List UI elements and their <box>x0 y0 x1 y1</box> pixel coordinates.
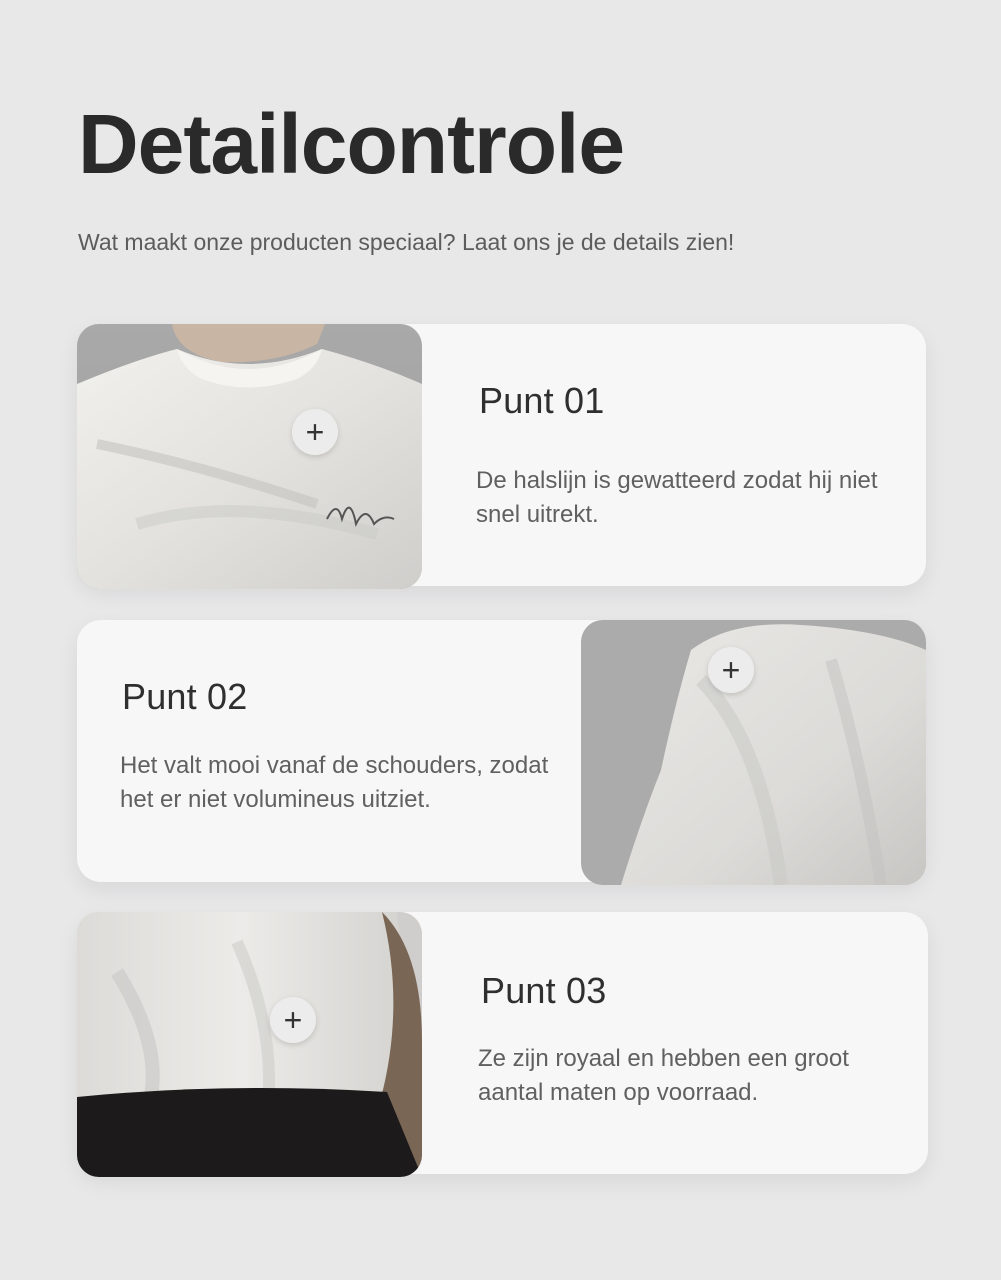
detail-card-1 <box>77 324 926 586</box>
detail-title-1: Punt 01 <box>479 380 605 421</box>
page-subtitle: Wat maakt onze producten speciaal? Laat ons je de details zien! <box>78 229 735 255</box>
expand-plus-icon[interactable]: + <box>708 647 754 693</box>
detail-title-3: Punt 03 <box>481 970 607 1011</box>
shoulder-photo <box>581 620 926 885</box>
detail-text-3: Ze zijn royaal en hebben een groot aantal maten op voorraad. <box>478 1045 849 1106</box>
detail-card-2 <box>77 620 926 882</box>
detail-title-2: Punt 02 <box>122 676 248 717</box>
page-title: Detailcontrole <box>78 97 625 191</box>
neckline-photo <box>77 324 422 589</box>
detail-card-3 <box>77 912 928 1174</box>
expand-plus-icon[interactable]: + <box>292 409 338 455</box>
expand-plus-icon[interactable]: + <box>270 997 316 1043</box>
fit-photo <box>77 912 422 1177</box>
detail-text-1: De halslijn is gewatteerd zodat hij niet snel uitrekt. <box>476 467 878 528</box>
detail-text-2: Het valt mooi vanaf de schouders, zodat het er niet volumineus uitziet. <box>120 752 549 813</box>
